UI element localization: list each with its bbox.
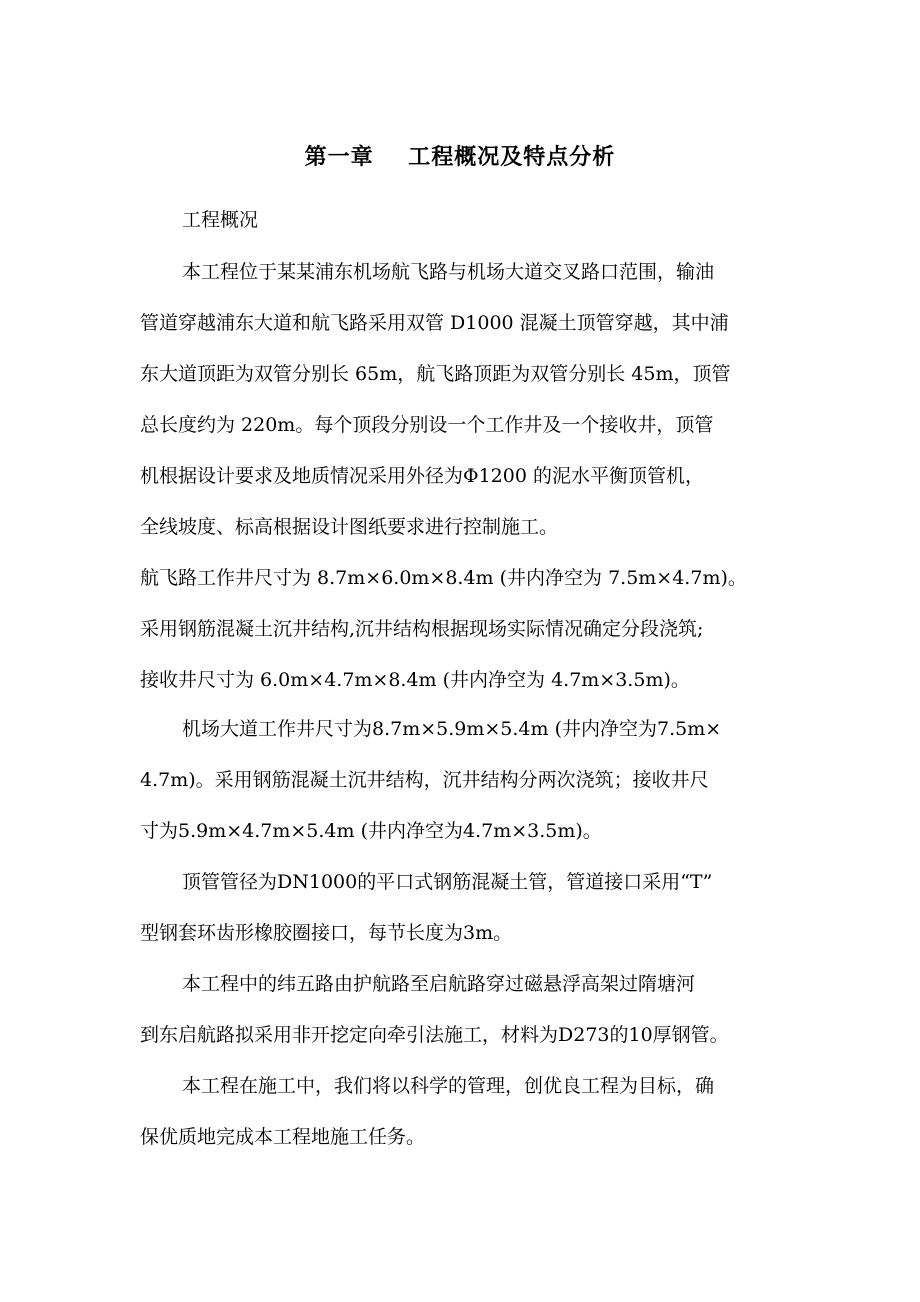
text-line: 接收井尺寸为 6.0m×4.7m×8.4m (井内净空为 4.7m×3.5m)。 — [140, 669, 690, 691]
text-line: 采用钢筋混凝土沉井结构,沉井结构根据现场实际情况确定分段浇筑; — [140, 618, 704, 640]
text-line: 总长度约为 220m。每个顶段分别设一个工作井及一个接收井，顶管 — [140, 414, 714, 436]
section-heading: 工程概况 — [182, 209, 259, 231]
text-line: 管道穿越浦东大道和航飞路采用双管 D1000 混凝土顶管穿越，其中浦 — [140, 312, 729, 334]
text-line: 本工程在施工中，我们将以科学的管理，创优良工程为目标，确 — [182, 1075, 715, 1097]
text-line: 机根据设计要求及地质情况采用外径为Φ1200 的泥水平衡顶管机， — [140, 465, 704, 487]
text-line: 东大道顶距为双管分别长 65m，航飞路顶距为双管分别长 45m，顶管 — [140, 363, 731, 385]
text-line: 到东启航路拟采用非开挖定向牵引法施工，材料为D273的10厚钢管。 — [140, 1024, 729, 1046]
text-line: 本工程中的纬五路由护航路至启航路穿过磁悬浮高架过隋塘河 — [182, 973, 696, 995]
text-line: 全线坡度、标高根据设计图纸要求进行控制施工。 — [140, 516, 559, 538]
text-line: 型钢套环齿形橡胶圈接口，每节长度为3m。 — [140, 922, 513, 944]
text-line: 保优质地完成本工程地施工任务。 — [140, 1126, 426, 1148]
text-line: 本工程位于某某浦东机场航飞路与机场大道交叉路口范围，输油 — [182, 261, 715, 283]
text-line: 顶管管径为DN1000的平口式钢筋混凝土管，管道接口采用“T” — [182, 871, 713, 893]
text-line: 寸为5.9m×4.7m×5.4m (井内净空为4.7m×3.5m)。 — [140, 820, 602, 842]
text-line: 4.7m)。采用钢筋混凝土沉井结构，沉井结构分两次浇筑；接收井尺 — [140, 769, 709, 791]
text-line: 机场大道工作井尺寸为8.7m×5.9m×5.4m (井内净空为7.5m× — [182, 718, 722, 740]
chapter-title: 第一章 工程概况及特点分析 — [304, 144, 616, 170]
text-line: 航飞路工作井尺寸为 8.7m×6.0m×8.4m (井内净空为 7.5m×4.7m)。 — [140, 567, 747, 589]
